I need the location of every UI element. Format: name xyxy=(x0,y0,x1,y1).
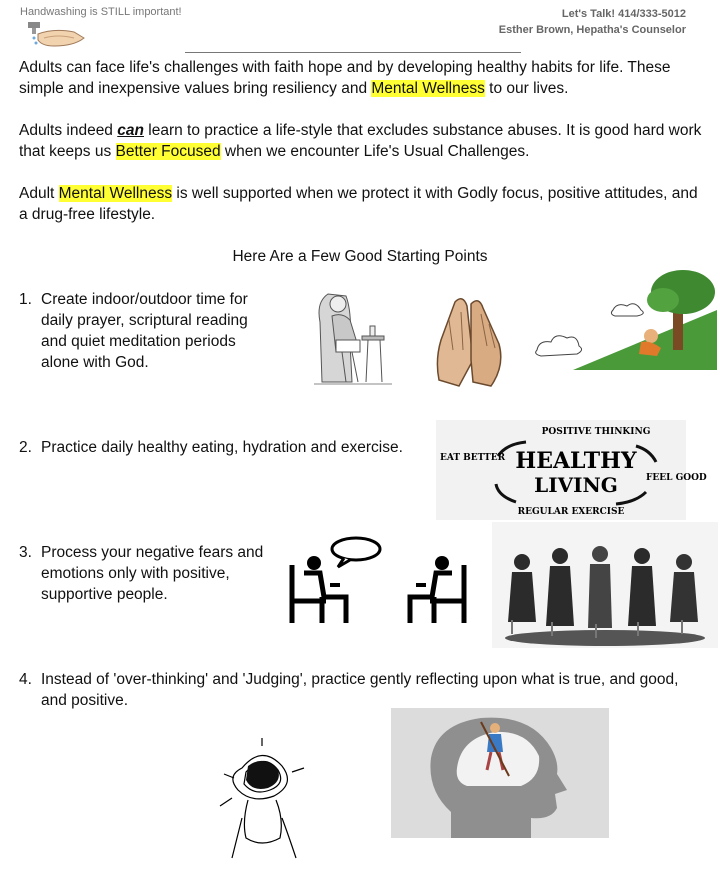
emphasis-can: can xyxy=(117,122,144,139)
highlight-better-focused: Better Focused xyxy=(115,143,221,160)
contact-phone: Let's Talk! 414/333-5012 xyxy=(561,8,686,20)
conversation-icon xyxy=(286,535,472,627)
text-run: Adults can face life's challenges with faith hope and by developing healthy habits for life. These simple and inexpensive values bring resiliency and xyxy=(19,59,671,97)
reading-woman-image xyxy=(302,282,402,392)
intro-paragraph-1 xyxy=(19,57,709,99)
meditation-outdoors-image xyxy=(533,270,717,370)
section-heading: Here Are a Few Good Starting Points xyxy=(232,248,488,265)
overthinking-sketch-image xyxy=(212,738,312,860)
text-run: Adults indeed xyxy=(19,122,118,139)
mind-reflection-image xyxy=(391,708,609,838)
text-run: to our lives. xyxy=(484,80,569,97)
item-text: Process your negative fears and emotions only with positive, supportive people. xyxy=(41,544,264,603)
hl-left-label: EAT BETTER xyxy=(440,453,506,463)
item-number: 1. xyxy=(19,291,32,308)
list-item-1 xyxy=(19,289,267,373)
item-text: Practice daily healthy eating, hydration and exercise. xyxy=(41,439,403,456)
item-number: 3. xyxy=(19,544,32,561)
highlight-mental-wellness: Mental Wellness xyxy=(58,185,173,202)
list-item-4 xyxy=(19,669,679,711)
hl-right-label: FEEL GOOD xyxy=(646,473,707,483)
hl-bottom-label: REGULAR EXERCISE xyxy=(517,507,625,517)
text-run: Adult xyxy=(19,185,59,202)
text-run: when we encounter Life's Usual Challenges. xyxy=(220,143,530,160)
hl-center-bottom: LIVING xyxy=(534,473,618,497)
item-number: 4. xyxy=(19,671,32,688)
hl-center-top: HEALTHY xyxy=(515,448,637,474)
support-group-image xyxy=(492,522,718,648)
contact-name: Esther Brown, Hepatha's Counselor xyxy=(498,24,686,36)
healthy-living-graphic xyxy=(436,420,707,520)
item-number: 2. xyxy=(19,439,32,456)
text-run: learn to practice a life-style that excludes substance abuses. It is good hard work that keeps us xyxy=(19,122,702,160)
highlight-mental-wellness: Mental Wellness xyxy=(371,80,485,97)
header-contact xyxy=(499,6,686,38)
item-text: Instead of 'over-thinking' and 'Judging', practice gently reflecting upon what is true, and good, and positive. xyxy=(41,671,679,709)
item-text: Create indoor/outdoor time for daily prayer, scriptural reading and quiet meditation periods alone with God. xyxy=(41,291,248,371)
handwashing-image xyxy=(24,20,86,50)
list-item-2 xyxy=(19,437,419,458)
text-run: is well supported when we protect it with Godly focus, positive attitudes, and a drug-free lifestyle. xyxy=(19,185,698,223)
header-divider xyxy=(185,52,521,53)
header-tagline: Handwashing is STILL important! xyxy=(20,6,182,18)
praying-hands-image xyxy=(425,290,515,394)
hl-top-label: POSITIVE THINKING xyxy=(541,427,651,437)
intro-paragraph-2 xyxy=(19,120,709,162)
intro-paragraph-3 xyxy=(19,183,709,225)
list-item-3 xyxy=(19,542,274,605)
